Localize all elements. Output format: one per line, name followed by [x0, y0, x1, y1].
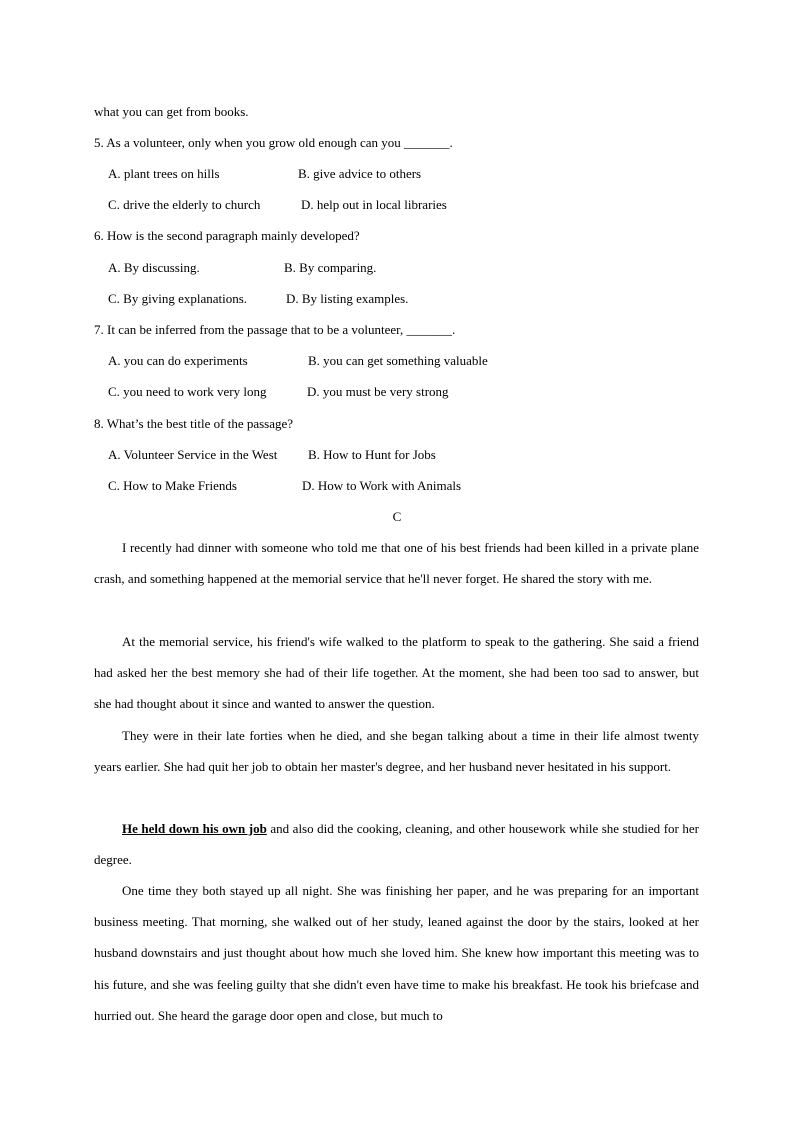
question-6-option-c: C. By giving explanations.: [108, 291, 248, 306]
question-8-option-a: A. Volunteer Service in the West: [108, 447, 278, 462]
paragraph-4-rest: and also did the cooking, cleaning, and other housework while she studied for her degree.: [94, 821, 699, 868]
passage-paragraph-1: I recently had dinner with someone who told me that one of his best friends had been killed in a private plane crash, and something happened at the memorial service that he'll never forget. He shared the story with me.: [94, 540, 699, 587]
intro-tail-text: what you can get from books.: [94, 104, 249, 119]
question-5-stem: 5. As a volunteer, only when you grow old enough can you _______.: [94, 135, 453, 150]
emphasized-phrase: He held down his own job: [122, 821, 267, 836]
passage-paragraph-2: At the memorial service, his friend's wife walked to the platform to speak to the gathering. She said a friend had asked her the best memory she had of their life together. At the moment, she had been too sad to answer, but she had thought about it since and wanted to answer the question.: [94, 634, 699, 712]
question-7-option-c: C. you need to work very long: [108, 384, 267, 399]
question-5-option-a: A. plant trees on hills: [108, 166, 220, 181]
passage-paragraph-4: [94, 813, 699, 875]
question-8-stem: 8. What’s the best title of the passage?: [94, 416, 294, 431]
section-heading: C: [392, 509, 402, 524]
question-5-option-c: C. drive the elderly to church: [108, 197, 261, 212]
question-6-option-a: A. By discussing.: [108, 260, 200, 275]
question-5-option-d: D. help out in local libraries: [301, 197, 447, 212]
question-7-option-a: A. you can do experiments: [108, 353, 248, 368]
question-8-option-b: B. How to Hunt for Jobs: [308, 447, 436, 462]
question-6-stem: 6. How is the second paragraph mainly developed?: [94, 228, 360, 243]
passage-paragraph-3: They were in their late forties when he died, and she began talking about a time in their life almost twenty years earlier. She had quit her job to obtain her master's degree, and her husband never hesitated in his support.: [94, 728, 699, 775]
question-5-option-b: B. give advice to others: [298, 166, 422, 181]
question-6-option-d: D. By listing examples.: [286, 291, 409, 306]
question-7-option-b: B. you can get something valuable: [308, 353, 488, 368]
question-8-option-d: D. How to Work with Animals: [302, 478, 462, 493]
question-8-option-c: C. How to Make Friends: [108, 478, 237, 493]
question-7-stem: 7. It can be inferred from the passage that to be a volunteer, _______.: [94, 322, 456, 337]
passage-paragraph-5: One time they both stayed up all night. She was finishing her paper, and he was preparing for an important business meeting. That morning, she walked out of her study, leaned against the door by the stairs, looked at her husband downstairs and just thought about how much she loved him. She knew how important this meeting was to his future, and she was feeling guilty that she didn't even have time to make his breakfast. He took his briefcase and hurried out. She heard the garage door open and close, but much to: [94, 883, 699, 1023]
question-7-option-d: D. you must be very strong: [307, 384, 449, 399]
question-6-option-b: B. By comparing.: [284, 260, 377, 275]
